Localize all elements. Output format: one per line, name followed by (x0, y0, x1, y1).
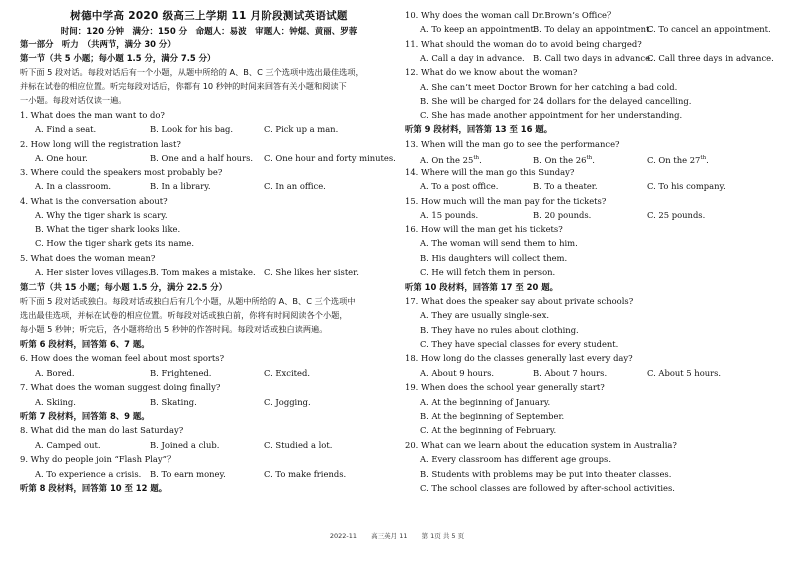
question: 15. How much will the man pay for the tickets? (405, 196, 607, 206)
instructions: 每小题 5 秒钟；听完后，各小题将给出 5 秒钟的作答时间。每段对话或独白读两遍。 (20, 324, 328, 334)
material-heading: 听第 10 段材料，回答第 17 至 20 题。 (405, 282, 558, 292)
option: C. Jogging. (264, 397, 311, 407)
option: A. 15 pounds. (420, 210, 479, 220)
question: 18. How long do the classes generally last every day? (405, 353, 633, 363)
question: 14. Where will the man go this Sunday? (405, 167, 575, 177)
question: 17. What does the speaker say about private schools? (405, 296, 634, 306)
option: C. At the beginning of February. (420, 425, 557, 435)
question: 10. Why does the woman call Dr.Brown’s Office？ (405, 10, 616, 20)
option: B. Frightened. (150, 368, 212, 378)
part-heading: 第一部分 听力 （共两节，满分 30 分） (20, 39, 176, 49)
option-period: . (479, 154, 482, 165)
option: B. In a library. (150, 181, 211, 191)
option: A. Every classroom has different age groups. (420, 454, 611, 464)
question: 2. How long will the registration last? (20, 139, 181, 149)
question: 19. When does the school year generally start? (405, 382, 605, 392)
option: A. To a post office. (420, 181, 499, 191)
question: 16. How will the man get his tickets? (405, 224, 563, 234)
page-footer (0, 531, 794, 540)
instructions: 听下面 5 段对话。每段对话后有一个小题，从题中所给的 A、B、C 三个选项中选出最佳选项， (20, 67, 364, 77)
option: A. At the beginning of January. (420, 397, 551, 407)
option: B. One and a half hours. (150, 153, 254, 163)
option-period: . (706, 154, 709, 165)
option (533, 153, 595, 166)
option: A. Call a day in advance. (420, 53, 525, 63)
option-text: A. On the 25 (420, 154, 474, 165)
option: B. Call two days in advance. (533, 53, 653, 63)
question: 13. When will the man go to see the performance? (405, 139, 620, 149)
option: A. Her sister loves villages. (35, 267, 151, 277)
instructions: 并标在试卷的相应位置。听完每段对话后，你都有 10 秒钟的时间来回答有关小题和阅读下 (20, 81, 347, 91)
option: A. She can’t meet Doctor Brown for her catching a bad cold. (420, 82, 678, 92)
option: A. One hour. (35, 153, 88, 163)
question: 20. What can we learn about the education system in Australia? (405, 440, 677, 450)
option: C. How the tiger shark gets its name. (35, 238, 195, 248)
option: C. To cancel an appointment. (647, 24, 771, 34)
option: B. 20 pounds. (533, 210, 592, 220)
option: A. In a classroom. (35, 181, 112, 191)
instructions: 一小题。每段对话仅读一遍。 (20, 95, 127, 105)
option: C. About 5 hours. (647, 368, 722, 378)
option: B. Students with problems may be put into theater classes. (420, 469, 672, 479)
question: 1. What does the man want to do? (20, 110, 165, 120)
option: C. The school classes are followed by after-school activities. (420, 483, 675, 493)
ordinal-suffix: th (473, 155, 480, 161)
material-heading: 听第 9 段材料，回答第 13 至 16 题。 (405, 124, 553, 134)
option: C. Excited. (264, 368, 310, 378)
option-text: B. On the 26 (533, 154, 587, 165)
option: A. To experience a crisis. (35, 469, 142, 479)
option: B. His daughters will collect them. (420, 253, 568, 263)
footer-date: 2022-11 (329, 532, 358, 540)
ordinal-suffix: th (586, 155, 593, 161)
option: B. To a theater. (533, 181, 598, 191)
question: 8. What did the man do last Saturday? (20, 425, 184, 435)
option: A. Camped out. (35, 440, 101, 450)
page-title: 树德中学高 2020 级高三上学期 11 月阶段测试英语试题 (70, 10, 348, 22)
option: B. Skating. (150, 397, 197, 407)
option: A. Skiing. (35, 397, 76, 407)
option: C. Studied a lot. (264, 440, 333, 450)
material-heading: 听第 7 段材料，回答第 8、9 题。 (20, 411, 150, 421)
question: 4. What is the conversation about? (20, 196, 168, 206)
option: B. Look for his bag. (150, 124, 234, 134)
option: B. She will be charged for 24 dollars for the delayed cancelling. (420, 96, 692, 106)
option: C. 25 pounds. (647, 210, 706, 220)
option (647, 153, 709, 166)
question: 9. Why do people join “Flash Play”？ (20, 454, 176, 464)
option: C. In an office. (264, 181, 326, 191)
option: C. Call three days in advance. (647, 53, 774, 63)
option: B. To earn money. (150, 469, 226, 479)
question: 6. How does the woman feel about most sports? (20, 353, 225, 363)
option: B. About 7 hours. (533, 368, 608, 378)
section-heading: 第二节（共 15 小题；每小题 1.5 分，满分 22.5 分） (20, 282, 228, 292)
option: C. They have special classes for every student. (420, 339, 619, 349)
option: A. Find a seat. (35, 124, 97, 134)
exam-meta: 时间：120 分钟 满分：150 分 命题人：易波 审题人：钟焜、黄丽、罗蓉 (60, 27, 358, 37)
question: 5. What does the woman mean? (20, 253, 156, 263)
option: B. Joined a club. (150, 440, 220, 450)
question: 12. What do we know about the woman? (405, 67, 578, 77)
ordinal-suffix: th (700, 155, 707, 161)
option: C. To make friends. (264, 469, 347, 479)
question: 7. What does the woman suggest doing finally? (20, 382, 221, 392)
option-text: C. On the 27 (647, 154, 701, 165)
section-heading: 第一节（共 5 小题；每小题 1.5 分，满分 7.5 分） (20, 53, 216, 63)
option: C. He will fetch them in person. (420, 267, 556, 277)
material-heading: 听第 6 段材料，回答第 6、7 题。 (20, 339, 150, 349)
option: A. The woman will send them to him. (420, 238, 578, 248)
option: A. Why the tiger shark is scary. (35, 210, 168, 220)
footer-page-number: 第 1页 共 5 页 (421, 532, 465, 540)
option (420, 153, 482, 166)
instructions: 听下面 5 段对话或独白。每段对话或独白后有几个小题，从题中所给的 A、B、C 三个选项中 (20, 296, 356, 306)
option: B. Tom makes a mistake. (150, 267, 256, 277)
option: B. They have no rules about clothing. (420, 325, 579, 335)
option: C. Pick up a man. (264, 124, 339, 134)
option-period: . (592, 154, 595, 165)
material-heading: 听第 8 段材料，回答第 10 至 12 题。 (20, 483, 168, 493)
option: C. She likes her sister. (264, 267, 359, 277)
instructions: 选出最佳选项，并标在试卷的相应位置。听每段对话或独白前，你将有时间阅读各个小题， (20, 310, 348, 320)
option: C. To his company. (647, 181, 726, 191)
option: C. One hour and forty minutes. (264, 153, 396, 163)
option: A. To keep an appointment. (420, 24, 537, 34)
option: B. What the tiger shark looks like. (35, 224, 181, 234)
footer-grade: 高三英月 11 (371, 532, 408, 540)
question: 3. Where could the speakers most probably be? (20, 167, 223, 177)
question: 11. What should the woman do to avoid being charged? (405, 39, 642, 49)
option: A. Bored. (35, 368, 75, 378)
option: B. At the beginning of September. (420, 411, 565, 421)
option: A. They are usually single-sex. (420, 310, 549, 320)
option: C. She has made another appointment for her understanding. (420, 110, 683, 120)
option: B. To delay an appointment. (533, 24, 653, 34)
option: A. About 9 hours. (420, 368, 495, 378)
